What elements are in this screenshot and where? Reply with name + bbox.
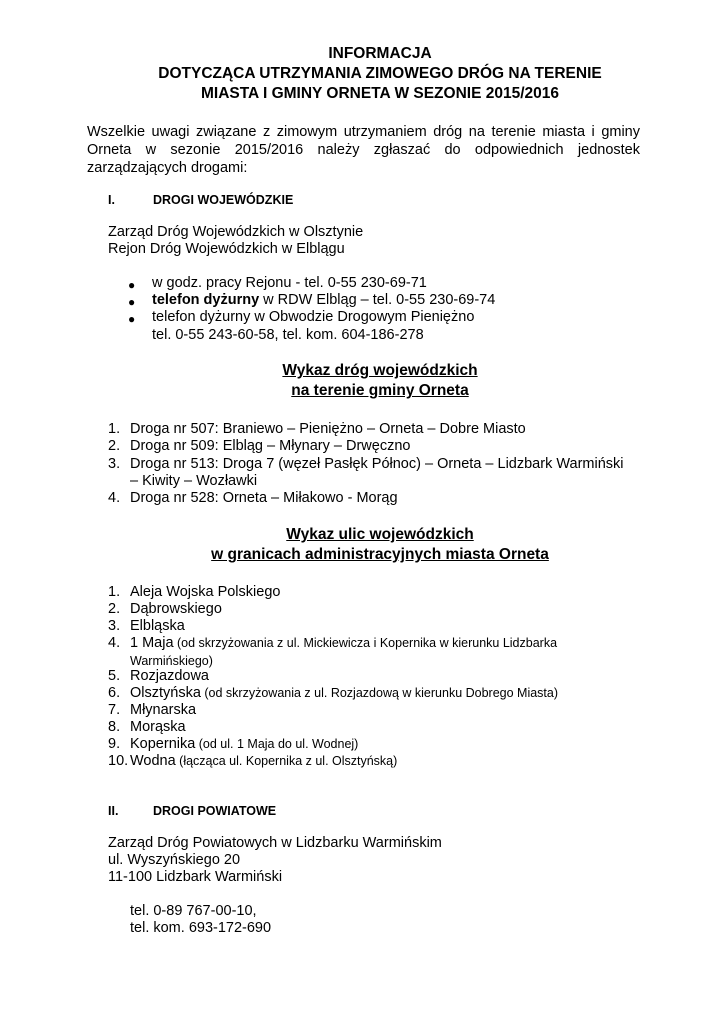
road-number: 3.	[108, 456, 121, 472]
roads-list-heading-1: Wykaz dróg wojewódzkich	[282, 362, 478, 379]
section-1-number: I.	[108, 193, 115, 207]
street-name: Wodna	[130, 753, 176, 769]
street-number: 10.	[108, 753, 129, 769]
street-number: 3.	[108, 618, 121, 634]
road-item: Droga nr 528: Orneta – Miłakowo - Morąg	[130, 490, 398, 506]
street-note-continuation: Warmińskiego)	[130, 654, 213, 668]
section-1-org-line-1: Zarząd Dróg Wojewódzkich w Olsztynie	[108, 224, 364, 240]
bullet-icon: ●	[128, 312, 136, 326]
street-note: (od skrzyżowania z ul. Mickiewicza i Kopernika w kierunku Lidzbarka	[173, 636, 558, 650]
streets-list-heading-1: Wykaz ulic wojewódzkich	[286, 526, 474, 543]
document-subtitle-line-2: MIASTA I GMINY ORNETA W SEZONIE 2015/2016	[200, 85, 559, 102]
street-item: Morąska	[130, 719, 186, 735]
street-note: (łącząca ul. Kopernika z ul. Olsztyńską)	[175, 754, 398, 768]
street-item	[130, 635, 557, 652]
street-number: 5.	[108, 668, 121, 684]
street-name: 1 Maja	[130, 635, 174, 651]
street-number: 9.	[108, 736, 121, 752]
street-number: 8.	[108, 719, 121, 735]
street-item: Aleja Wojska Polskiego	[130, 584, 281, 600]
street-note: (od ul. 1 Maja do ul. Wodnej)	[195, 737, 359, 751]
section-2-number: II.	[108, 804, 119, 818]
contact-item-3: telefon dyżurny w Obwodzie Drogowym Pieniężno	[152, 309, 475, 325]
section-2-address-line-1: Zarząd Dróg Powiatowych w Lidzbarku Warmińskim	[108, 835, 442, 851]
street-item: Młynarska	[130, 702, 197, 718]
roads-list-heading-2: na terenie gminy Orneta	[291, 382, 469, 399]
street-item	[130, 685, 558, 702]
road-number: 4.	[108, 490, 121, 506]
section-2-address-line-3: 11-100 Lidzbark Warmiński	[108, 869, 283, 885]
street-item	[130, 736, 358, 753]
street-number: 7.	[108, 702, 121, 718]
bullet-icon: ●	[128, 295, 136, 309]
section-2-phone-2: tel. kom. 693-172-690	[130, 920, 272, 936]
section-2-phone-1: tel. 0-89 767-00-10,	[130, 903, 257, 919]
bullet-icon: ●	[128, 278, 136, 292]
street-item: Dąbrowskiego	[130, 601, 222, 617]
road-number: 2.	[108, 438, 121, 454]
street-name: Kopernika	[130, 736, 196, 752]
section-1-title: DROGI WOJEWÓDZKIE	[153, 193, 294, 207]
contact-item-2-text: w RDW Elbląg – tel. 0-55 230-69-74	[259, 292, 496, 308]
street-number: 2.	[108, 601, 121, 617]
contact-item-3-line-2: tel. 0-55 243-60-58, tel. kom. 604-186-278	[152, 327, 424, 343]
street-number: 6.	[108, 685, 121, 701]
street-item: Rozjazdowa	[130, 668, 209, 684]
contact-item-1: w godz. pracy Rejonu - tel. 0-55 230-69-71	[152, 275, 427, 291]
section-1-org-line-2: Rejon Dróg Wojewódzkich w Elblągu	[108, 241, 345, 257]
section-2-address-line-2: ul. Wyszyńskiego 20	[108, 852, 241, 868]
street-number: 1.	[108, 584, 121, 600]
road-item-continuation: – Kiwity – Wozławki	[130, 473, 258, 489]
document-title: INFORMACJA	[328, 45, 432, 62]
document-subtitle-line-1: DOTYCZĄCA UTRZYMANIA ZIMOWEGO DRÓG NA TERENIE	[158, 65, 602, 82]
street-name: Olsztyńska	[130, 685, 201, 701]
streets-list-heading-2: w granicach administracyjnych miasta Orneta	[211, 546, 549, 563]
road-item: Droga nr 513: Droga 7 (węzeł Pasłęk Północ) – Orneta – Lidzbark Warmiński	[130, 456, 624, 472]
road-number: 1.	[108, 421, 121, 437]
street-item: Elbląska	[130, 618, 185, 634]
section-2-title: DROGI POWIATOWE	[153, 804, 277, 818]
contact-item-2-bold: telefon dyżurny	[152, 292, 260, 308]
contact-item-2	[152, 292, 495, 309]
street-number: 4.	[108, 635, 121, 651]
intro-paragraph: Wszelkie uwagi związane z zimowym utrzymaniem dróg na terenie miasta i gminy Orneta w sezonie 2015/2016 należy zgłaszać do odpowiednich jednostek zarządzających drogami:	[87, 124, 640, 176]
street-item	[130, 753, 397, 770]
road-item: Droga nr 509: Elbląg – Młynary – Drwęczno	[130, 438, 411, 454]
road-item: Droga nr 507: Braniewo – Pieniężno – Orneta – Dobre Miasto	[130, 421, 526, 437]
street-note: (od skrzyżowania z ul. Rozjazdową w kierunku Dobrego Miasta)	[200, 686, 559, 700]
